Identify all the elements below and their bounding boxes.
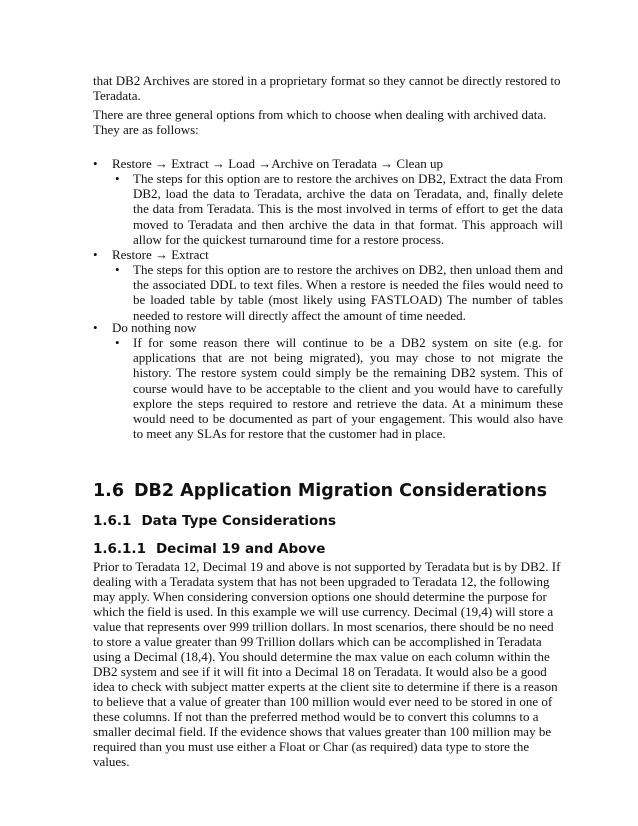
option-detail-3: [115, 335, 563, 441]
bullet-dot: •: [93, 156, 98, 171]
section-number: 1.6: [93, 481, 125, 501]
decimal-body-paragraph: Prior to Teradata 12, Decimal 19 and above is not supported by Teradata but is by DB2. If dealing with a Teradata system that has not been upgraded to Teradata 12, the following may apply. When considering conversion options one should determine the purpose for which the field is used. In this example we will use currency. Decimal (19,4) will store a value that represents over 999 trillion dollars. In most scenarios, there should be no need to store a value greater than 99 Trillion dollars which can be accomplished in Teradata using a Decimal (18,4). You should determine the max value on each column within the DB2 system and see if it will fit into a Decimal 18 on Teradata. It would also be a good idea to check with subject matter experts at the client site to determine if there is a reason to believe that a value of greater than 100 million would ever need to be stored in one of these columns. If not than the preferred method would be to convert this columns to a smaller decimal field. If the evidence shows that values greater than 100 million may be required than you must use either a Float or Char (as required) data type to store the values.: [93, 559, 561, 769]
section-heading: [93, 480, 547, 502]
option-title-2: Restore → Extract: [112, 247, 209, 262]
subsection-number: 1.6.1: [93, 513, 132, 529]
subsubsection-title: Decimal 19 and Above: [155, 541, 326, 557]
sub-bullet-dot: •: [115, 171, 120, 186]
option-title-3: Do nothing now: [112, 320, 197, 335]
option-detail-text-1: The steps for this option are to restore the archives on DB2, Extract the data From DB2, load the data to Teradata, archive the data on Teradata, and, finally delete the data from Teradata. This is the most involved in terms of effort to get the data moved to Teradata and then archive the data in that format. This approach will allow for the quickest turnaround time for a restore process.: [133, 171, 563, 247]
section-title: DB2 Application Migration Considerations: [134, 481, 548, 501]
subsection-heading: [93, 512, 336, 530]
subsubsection-heading: [93, 540, 325, 558]
intro-paragraph-2: There are three general options from which to choose when dealing with archived data. They are as follows:: [93, 107, 547, 138]
subsubsection-number: 1.6.1.1: [93, 541, 146, 557]
option-title-1: Restore → Extract → Load →Archive on Teradata → Clean up: [112, 156, 443, 171]
option-detail-text-3: If for some reason there will continue to be a DB2 system on site (e.g. for applications that are not being migrated), you may chose to not migrate the history. The restore system could simply be the remaining DB2 system. This of course would have to be acceptable to the client and you would have to carefully explore the steps required to restore and retrieve the data. At a minimum these would need to be documented as part of your engagement. This would also have to meet any SLAs for restore that the customer had in place.: [133, 335, 563, 442]
option-detail-2: [115, 262, 563, 323]
sub-bullet-dot: •: [115, 335, 120, 350]
intro-paragraph-1: that DB2 Archives are stored in a proprietary format so they cannot be directly restored to Teradata.: [93, 73, 561, 104]
bullet-dot: •: [93, 320, 98, 335]
option-detail-text-2: The steps for this option are to restore the archives on DB2, then unload them and the associated DDL to text files. When a restore is needed the files would need to be loaded table by table (most likely using FASTLOAD) The number of tables needed to restore will directly affect the amount of time needed.: [133, 262, 563, 323]
bullet-dot: •: [93, 247, 98, 262]
sub-bullet-dot: •: [115, 262, 120, 277]
option-detail-1: [115, 171, 563, 247]
subsection-title: Data Type Considerations: [141, 513, 336, 529]
